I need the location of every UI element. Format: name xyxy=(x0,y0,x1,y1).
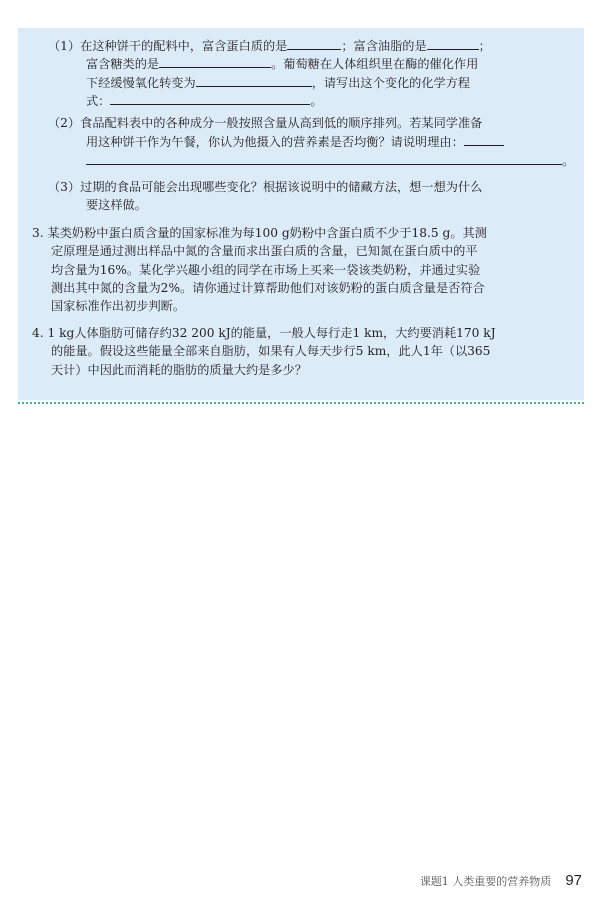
subquestion-1 xyxy=(48,36,576,109)
sub1-line-4: 式： 。 xyxy=(48,91,576,109)
dotted-divider xyxy=(18,402,584,404)
sub1-line-2: 富含糖类的是 。葡萄糖在人体组织里在酶的催化作用 xyxy=(48,54,576,72)
exercise-panel xyxy=(18,28,584,400)
sub3-line-2: 要这样做。 xyxy=(86,198,147,213)
q4-line-1: 4. 1 kg人体脂肪可储存约32 200 kJ的能量，一般人每行走1 km，大约要消耗170 kJ xyxy=(32,326,496,340)
sub3-line-1: （3）过期的食品可能会出现哪些变化？根据该说明中的储藏方法，想一想为什么 xyxy=(48,180,483,194)
q3-line-3: 均含量为16%。某化学兴趣小组的同学在市场上买来一袋该类奶粉，并通过实验 xyxy=(51,262,481,277)
sub1-line-3: 下经缓慢氧化转变为 ，请写出这个变化的化学方程 xyxy=(48,73,576,91)
q3-line-5: 国家标准作出初步判断。 xyxy=(51,299,186,314)
question-3 xyxy=(32,224,580,315)
question-4 xyxy=(32,324,580,379)
page-number: 97 xyxy=(565,872,582,889)
subquestion-2 xyxy=(48,114,576,169)
sub1-line-1: （1）在这种饼干的配料中，富含蛋白质的是 ；富含油脂的是 ； xyxy=(48,36,576,54)
sub2-line-2: 用这种饼干作为午餐，你认为他摄入的营养素是否均衡？请说明理由： xyxy=(48,132,576,150)
answer-blank[interactable] xyxy=(427,36,479,50)
page-footer xyxy=(420,872,582,889)
sub2-line-1: （2）食品配料表中的各种成分一般按照含量从高到低的顺序排列。若某同学准备 xyxy=(48,116,483,130)
q3-line-4: 测出其中氮的含量为2%。请你通过计算帮助他们对该奶粉的蛋白质含量是否符合 xyxy=(51,280,485,295)
answer-blank[interactable] xyxy=(110,91,310,105)
q4-line-2: 的能量。假设这些能量全部来自脂肪，如果有人每天步行5 km，此人1年（以365 xyxy=(51,344,491,359)
subquestion-3 xyxy=(48,178,576,215)
answer-blank[interactable] xyxy=(287,36,341,50)
q3-line-1: 3. 某类奶粉中蛋白质含量的国家标准为每100 g奶粉中含蛋白质不少于18.5 g。其测 xyxy=(32,226,487,240)
answer-blank[interactable] xyxy=(86,151,562,165)
answer-blank[interactable] xyxy=(159,54,271,68)
chapter-title: 课题1 人类重要的营养物质 xyxy=(419,875,552,888)
q4-line-3: 天计）中因此而消耗的脂肪的质量大约是多少？ xyxy=(51,362,307,377)
answer-blank[interactable] xyxy=(196,73,312,87)
q3-line-2: 定原理是通过测出样品中氮的含量而求出蛋白质的含量，已知氮在蛋白质中的平 xyxy=(51,244,478,259)
sub2-line-3: 。 xyxy=(48,151,576,169)
answer-blank[interactable] xyxy=(464,132,504,146)
